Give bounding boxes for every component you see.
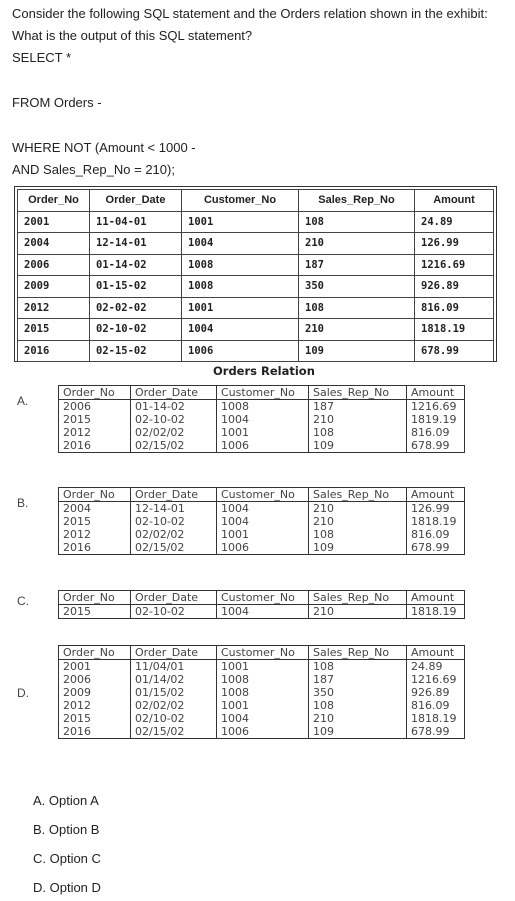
option-row (59, 400, 465, 414)
option-cell: 12-14-01 (131, 502, 217, 516)
orders-row (18, 254, 494, 276)
option-cell: 816.09 (407, 528, 465, 541)
option-b-letter: B. (17, 496, 29, 510)
option-cell: 02/02/02 (131, 699, 217, 712)
orders-cell: 01-15-02 (90, 276, 182, 298)
question-line-2: What is the output of this SQL statement? (12, 28, 253, 43)
option-cell: 1006 (217, 541, 309, 555)
orders-cell: 350 (299, 276, 415, 298)
header-cell: Customer_No (182, 190, 299, 212)
orders-cell: 02-15-02 (90, 340, 182, 362)
orders-cell: 678.99 (415, 340, 494, 362)
orders-cell: 816.09 (415, 297, 494, 319)
option-row (59, 541, 465, 555)
header-cell: Sales_Rep_No (299, 190, 415, 212)
option-row (59, 660, 465, 674)
option-cell: 1004 (217, 712, 309, 725)
option-cell: 1008 (217, 686, 309, 699)
orders-row (18, 297, 494, 319)
option-cell: 02/02/02 (131, 528, 217, 541)
option-cell: 11/04/01 (131, 660, 217, 674)
option-a-letter: A. (17, 394, 29, 408)
option-d-letter: D. (17, 686, 29, 700)
option-header-cell: Amount (407, 646, 465, 660)
option-cell: 108 (309, 660, 407, 674)
option-cell: 1819.19 (407, 413, 465, 426)
option-cell: 1004 (217, 515, 309, 528)
orders-cell: 1006 (182, 340, 299, 362)
orders-cell: 2006 (18, 254, 90, 276)
option-cell: 1216.69 (407, 673, 465, 686)
header-cell: Amount (415, 190, 494, 212)
orders-cell: 02-02-02 (90, 297, 182, 319)
option-cell: 2012 (59, 426, 131, 439)
option-c-letter: C. (17, 594, 29, 608)
option-header-row (59, 591, 465, 605)
sql-select: SELECT * (12, 50, 72, 65)
option-cell: 1004 (217, 413, 309, 426)
option-header-cell: Order_Date (131, 591, 217, 605)
option-cell: 2016 (59, 541, 131, 555)
answer-option-a[interactable]: A. Option A (33, 793, 99, 808)
option-cell: 02/10-02 (131, 712, 217, 725)
option-cell: 678.99 (407, 439, 465, 453)
orders-cell: 1001 (182, 211, 299, 233)
orders-cell: 11-04-01 (90, 211, 182, 233)
option-cell: 01/15/02 (131, 686, 217, 699)
option-cell: 210 (309, 515, 407, 528)
option-header-cell: Order_Date (131, 646, 217, 660)
option-cell: 2015 (59, 413, 131, 426)
sql-where: WHERE NOT (Amount < 1000 - (12, 140, 196, 155)
option-cell: 02-10-02 (131, 413, 217, 426)
orders-cell: 1001 (182, 297, 299, 319)
option-cell: 108 (309, 528, 407, 541)
orders-row (18, 233, 494, 255)
option-row (59, 426, 465, 439)
option-cell: 109 (309, 541, 407, 555)
orders-cell: 108 (299, 211, 415, 233)
option-header-cell: Customer_No (217, 488, 309, 502)
option-cell: 2015 (59, 515, 131, 528)
option-header-cell: Customer_No (217, 646, 309, 660)
option-header-cell: Order_No (59, 386, 131, 400)
orders-cell: 02-10-02 (90, 319, 182, 341)
option-row (59, 712, 465, 725)
option-header-cell: Customer_No (217, 591, 309, 605)
option-cell: 2016 (59, 439, 131, 453)
orders-exhibit-table (14, 186, 497, 362)
option-cell: 1006 (217, 439, 309, 453)
option-row (59, 605, 465, 619)
option-row (59, 686, 465, 699)
option-header-cell: Sales_Rep_No (309, 488, 407, 502)
orders-row (18, 211, 494, 233)
option-cell: 210 (309, 712, 407, 725)
answer-option-b[interactable]: B. Option B (33, 822, 100, 837)
option-cell: 01/14/02 (131, 673, 217, 686)
option-cell: 187 (309, 673, 407, 686)
orders-cell: 126.99 (415, 233, 494, 255)
orders-cell: 2015 (18, 319, 90, 341)
option-cell: 2006 (59, 673, 131, 686)
option-a-table (58, 385, 465, 453)
option-b-table (58, 487, 465, 555)
orders-cell: 2016 (18, 340, 90, 362)
orders-cell: 187 (299, 254, 415, 276)
option-cell: 2009 (59, 686, 131, 699)
option-cell: 1216.69 (407, 400, 465, 414)
orders-cell: 2001 (18, 211, 90, 233)
option-cell: 2015 (59, 605, 131, 619)
option-header-cell: Order_No (59, 591, 131, 605)
option-cell: 108 (309, 699, 407, 712)
orders-row (18, 276, 494, 298)
option-header-cell: Sales_Rep_No (309, 646, 407, 660)
option-cell: 210 (309, 605, 407, 619)
orders-cell: 1818.19 (415, 319, 494, 341)
option-cell: 2012 (59, 699, 131, 712)
option-header-cell: Order_No (59, 646, 131, 660)
option-cell: 210 (309, 502, 407, 516)
orders-row (18, 319, 494, 341)
option-header-cell: Order_Date (131, 488, 217, 502)
orders-cell: 108 (299, 297, 415, 319)
option-cell: 108 (309, 426, 407, 439)
option-row (59, 515, 465, 528)
option-cell: 1001 (217, 426, 309, 439)
answer-option-d[interactable]: D. Option D (33, 880, 101, 895)
option-row (59, 725, 465, 739)
orders-cell: 12-14-01 (90, 233, 182, 255)
option-cell: 187 (309, 400, 407, 414)
option-cell: 2016 (59, 725, 131, 739)
option-header-cell: Customer_No (217, 386, 309, 400)
orders-cell: 1008 (182, 254, 299, 276)
option-cell: 678.99 (407, 725, 465, 739)
orders-cell: 210 (299, 233, 415, 255)
header-cell: Order_No (18, 190, 90, 212)
option-cell: 1004 (217, 502, 309, 516)
option-header-cell: Sales_Rep_No (309, 591, 407, 605)
option-cell: 1818.19 (407, 712, 465, 725)
option-cell: 210 (309, 413, 407, 426)
exhibit-caption: Orders Relation (213, 364, 315, 378)
option-row (59, 699, 465, 712)
option-header-row (59, 646, 465, 660)
option-cell: 02/15/02 (131, 439, 217, 453)
orders-row (18, 340, 494, 362)
option-cell: 816.09 (407, 426, 465, 439)
option-cell: 1001 (217, 528, 309, 541)
orders-cell: 1004 (182, 319, 299, 341)
sql-from: FROM Orders - (12, 95, 102, 110)
option-cell: 678.99 (407, 541, 465, 555)
option-cell: 350 (309, 686, 407, 699)
orders-cell: 210 (299, 319, 415, 341)
option-cell: 02-10-02 (131, 515, 217, 528)
option-cell: 2001 (59, 660, 131, 674)
option-cell: 1001 (217, 699, 309, 712)
option-cell: 2004 (59, 502, 131, 516)
question-line-1: Consider the following SQL statement and the Orders relation shown in the exhibit: (12, 6, 488, 21)
option-header-cell: Amount (407, 591, 465, 605)
option-cell: 2006 (59, 400, 131, 414)
orders-header-row (18, 190, 494, 212)
orders-cell: 109 (299, 340, 415, 362)
option-cell: 126.99 (407, 502, 465, 516)
option-row (59, 413, 465, 426)
option-header-row (59, 488, 465, 502)
orders-cell: 01-14-02 (90, 254, 182, 276)
option-cell: 1818.19 (407, 605, 465, 619)
orders-cell: 2012 (18, 297, 90, 319)
option-row (59, 528, 465, 541)
option-cell: 816.09 (407, 699, 465, 712)
orders-cell: 926.89 (415, 276, 494, 298)
orders-cell: 1008 (182, 276, 299, 298)
option-cell: 926.89 (407, 686, 465, 699)
option-cell: 109 (309, 439, 407, 453)
option-row (59, 673, 465, 686)
option-header-row (59, 386, 465, 400)
option-row (59, 439, 465, 453)
option-header-cell: Amount (407, 386, 465, 400)
option-cell: 02/02/02 (131, 426, 217, 439)
header-cell: Order_Date (90, 190, 182, 212)
option-header-cell: Order_No (59, 488, 131, 502)
orders-cell: 1004 (182, 233, 299, 255)
option-cell: 02-10-02 (131, 605, 217, 619)
option-cell: 02/15/02 (131, 541, 217, 555)
option-cell: 1008 (217, 400, 309, 414)
answer-option-c[interactable]: C. Option C (33, 851, 101, 866)
option-cell: 109 (309, 725, 407, 739)
sql-and: AND Sales_Rep_No = 210); (12, 162, 175, 177)
orders-cell: 1216.69 (415, 254, 494, 276)
option-cell: 1001 (217, 660, 309, 674)
orders-cell: 24.89 (415, 211, 494, 233)
option-header-cell: Amount (407, 488, 465, 502)
option-header-cell: Sales_Rep_No (309, 386, 407, 400)
option-header-cell: Order_Date (131, 386, 217, 400)
orders-cell: 2009 (18, 276, 90, 298)
option-cell: 1818.19 (407, 515, 465, 528)
option-cell: 02/15/02 (131, 725, 217, 739)
option-cell: 01-14-02 (131, 400, 217, 414)
option-row (59, 502, 465, 516)
option-d-table (58, 645, 465, 739)
option-cell: 1004 (217, 605, 309, 619)
option-cell: 1008 (217, 673, 309, 686)
option-c-table (58, 590, 465, 619)
option-cell: 1006 (217, 725, 309, 739)
orders-cell: 2004 (18, 233, 90, 255)
option-cell: 2015 (59, 712, 131, 725)
option-cell: 24.89 (407, 660, 465, 674)
option-cell: 2012 (59, 528, 131, 541)
